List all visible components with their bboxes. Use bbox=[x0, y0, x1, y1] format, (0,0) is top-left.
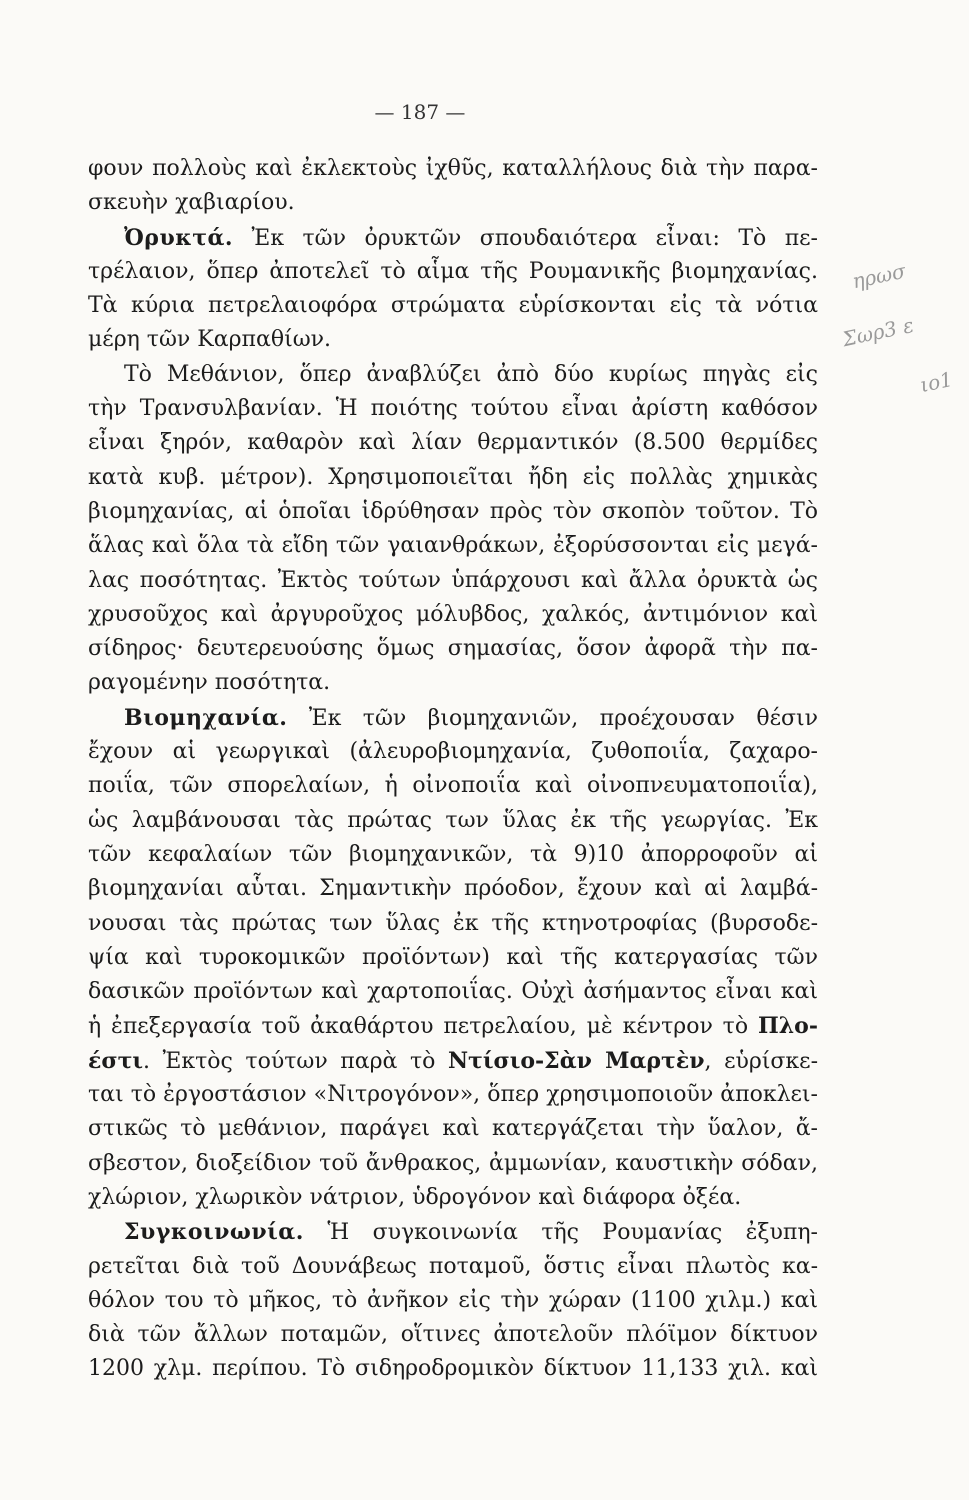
section-heading-industry: Βιομηχανία. bbox=[124, 704, 288, 731]
text-line: χρυσοῦχος καὶ ἀργυροῦχος μόλυβδος, χαλκός, ἀντιμόνιον καὶ bbox=[88, 601, 818, 627]
text-line: σίδηρος· δευτερευούσης ὅμως σημασίας, ὅσον ἀφορᾶ τὴν πα- bbox=[88, 636, 818, 662]
section-heading-communication: Συγκοινωνία. bbox=[124, 1219, 304, 1246]
text-line: σκευὴν χαβιαρίου. bbox=[88, 190, 295, 216]
text-line: μέρη τῶν Καρπαθίων. bbox=[88, 327, 331, 353]
text-line: ται τὸ ἐργοστάσιον «Νιτρογόνον», ὅπερ χρησιμοποιοῦν ἀποκλει- bbox=[88, 1082, 818, 1108]
pencil-mark: ιο1 bbox=[917, 366, 955, 398]
text-line: στικῶς τὸ μεθάνιον, παράγει καὶ κατεργάζεται τὴν ὕαλον, ἄ- bbox=[88, 1116, 818, 1142]
text-line: τὴν Τρανσυλβανίαν. Ἡ ποιότης τούτου εἶναι ἀρίστη καθόσον bbox=[88, 396, 818, 422]
text-line: νουσαι τὰς πρώτας των ὕλας ἐκ τῆς κτηνοτροφίας (βυρσοδε- bbox=[88, 910, 818, 936]
place-name-ploesti: Πλο- bbox=[757, 1013, 818, 1040]
section-communication-first-line bbox=[88, 1215, 818, 1249]
text-line: ἅλας καὶ ὅλα τὰ εἴδη τῶν γαιανθράκων, ἐξορύσσονται εἰς μεγά- bbox=[88, 533, 818, 559]
text-fragment: Ἐκ τῶν ὀρυκτῶν σπουδαιότερα εἶναι: Τὸ πε- bbox=[251, 225, 818, 251]
text-fragment: ἡ ἐπεξεργασία τοῦ ἀκαθάρτου πετρελαίου, μὲ κέντρον τὸ bbox=[88, 1014, 749, 1040]
place-name-dicio-san-martin: Ντίσιο-Σὰν Μαρτὲν bbox=[447, 1047, 705, 1074]
text-line-with-bold bbox=[88, 1009, 818, 1043]
text-fragment: . Ἐκτὸς τούτων παρὰ τὸ bbox=[143, 1048, 436, 1074]
pencil-mark: ηρωσ bbox=[850, 258, 908, 294]
text-line: φουν πολλοὺς καὶ ἐκλεκτοὺς ἰχθῦς, καταλλήλους διὰ τὴν παρα- bbox=[88, 156, 818, 181]
text-line: λας ποσότητας. Ἐκτὸς τούτων ὑπάρχουσι καὶ ἄλλα ὀρυκτὰ ὡς bbox=[88, 567, 818, 593]
place-name-ploesti-end: έστι bbox=[88, 1047, 144, 1074]
text-line-with-bold bbox=[88, 1044, 818, 1078]
text-line: ψία καὶ τυροκομικῶν προϊόντων) καὶ τῆς κατεργασίας τῶν bbox=[88, 944, 818, 970]
section-industry-first-line bbox=[88, 701, 818, 735]
text-line: τῶν κεφαλαίων τῶν βιομηχανικῶν, τὰ 9)10 ἀπορροφοῦν αἱ bbox=[88, 841, 818, 867]
section-heading-minerals: Ὀρυκτά. bbox=[124, 224, 234, 251]
text-line: ρετεῖται διὰ τοῦ Δουνάβεως ποταμοῦ, ὅστις εἶναι πλωτὸς κα- bbox=[88, 1253, 818, 1279]
text-line: βιομηχανίας, αἱ ὁποῖαι ἱδρύθησαν πρὸς τὸν σκοπὸν τοῦτον. Τὸ bbox=[88, 498, 818, 524]
text-line: ὡς λαμβάνουσαι τὰς πρώτας των ὕλας ἐκ τῆς γεωργίας. Ἐκ bbox=[88, 807, 818, 833]
text-line: τρέλαιον, ὅπερ ἀποτελεῖ τὸ αἷμα τῆς Ρουμανικῆς βιομηχανίας. bbox=[88, 258, 818, 284]
text-fragment: Ἡ συγκοινωνία τῆς Ρουμανίας ἐξυπη- bbox=[327, 1220, 818, 1246]
section-minerals-first-line bbox=[88, 221, 818, 255]
text-line: Τὸ Μεθάνιον, ὅπερ ἀναβλύζει ἀπὸ δύο κυρίως πηγὰς εἰς bbox=[124, 361, 818, 387]
pencil-margin-note bbox=[838, 258, 966, 408]
text-line: σβεστον, διοξείδιον τοῦ ἄνθρακος, ἀμμωνίαν, καυστικὴν σόδαν, bbox=[88, 1150, 818, 1176]
text-line: 1200 χλμ. περίπου. Τὸ σιδηροδρομικὸν δίκτυον 11,133 χιλ. καὶ bbox=[88, 1356, 818, 1382]
text-line: ποιΐα, τῶν σπορελαίων, ἡ οἰνοποιΐα καὶ οἰνοπνευματοποιΐα), bbox=[88, 773, 818, 799]
text-line: Τὰ κύρια πετρελαιοφόρα στρώματα εὑρίσκονται εἰς τὰ νότια bbox=[88, 293, 818, 319]
text-line: ἔχουν αἱ γεωργικαὶ (ἀλευροβιομηχανία, ζυθοποιΐα, ζαχαρο- bbox=[88, 739, 818, 765]
text-line: διὰ τῶν ἄλλων ποταμῶν, οἵτινες ἀποτελοῦν πλόϊμον δίκτυον bbox=[88, 1322, 818, 1348]
text-line: δασικῶν προϊόντων καὶ χαρτοποιΐας. Οὐχὶ ἀσήμαντος εἶναι καὶ bbox=[88, 979, 818, 1005]
text-line: θόλον του τὸ μῆκος, τὸ ἀνῆκον εἰς τὴν χώραν (1100 χιλμ.) καὶ bbox=[88, 1287, 818, 1313]
text-line: ραγομένην ποσότητα. bbox=[88, 670, 331, 696]
text-line: χλώριον, χλωρικὸν νάτριον, ὑδρογόνον καὶ διάφορα ὀξέα. bbox=[88, 1184, 742, 1210]
text-line: βιομηχανίαι αὗται. Σημαντικὴν πρόοδον, ἔχουν καὶ αἱ λαμβά- bbox=[88, 876, 818, 902]
page-number: — 187 — bbox=[374, 100, 466, 124]
text-fragment: Ἐκ τῶν βιομηχανιῶν, προέχουσαν θέσιν bbox=[308, 705, 818, 731]
pencil-mark: Σωρ3 ε bbox=[840, 312, 916, 352]
body-text bbox=[88, 152, 818, 1387]
text-line: κατὰ κυβ. μέτρον). Χρησιμοποιεῖται ἤδη εἰς πολλὰς χημικὰς bbox=[88, 464, 818, 490]
text-fragment: , εὑρίσκε- bbox=[704, 1048, 818, 1074]
text-line: εἶναι ξηρόν, καθαρὸν καὶ λίαν θερμαντικόν (8.500 θερμίδες bbox=[88, 430, 818, 456]
